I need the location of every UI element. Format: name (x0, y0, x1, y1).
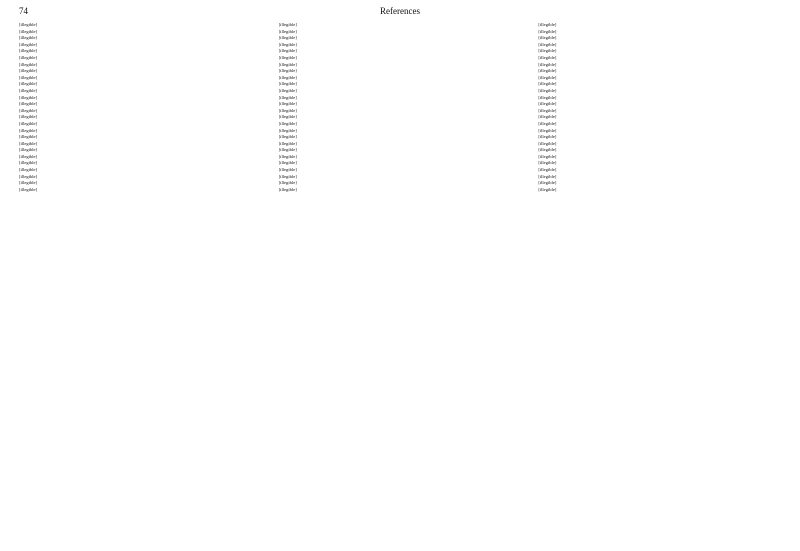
reference-entry: [illegible] (538, 167, 557, 173)
reference-entry: [illegible] (278, 61, 297, 67)
reference-entry: [illegible] (278, 140, 297, 146)
page-number: 74 (19, 6, 28, 16)
reference-entry: [illegible] (19, 167, 38, 173)
reference-entry: [illegible] (278, 134, 297, 140)
reference-entry: [illegible] (538, 48, 557, 54)
reference-entry: [illegible] (278, 167, 297, 173)
reference-entry: [illegible] (19, 28, 38, 34)
reference-entry: [illegible] (19, 22, 38, 27)
reference-entry: [illegible] (538, 107, 557, 113)
reference-entry: [illegible] (278, 101, 297, 107)
reference-entry: [illegible] (278, 173, 297, 179)
reference-entry: [illegible] (538, 134, 557, 140)
reference-entry: [illegible] (278, 54, 297, 60)
column-right (538, 22, 784, 542)
reference-entry: [illegible] (538, 68, 557, 74)
reference-entry: [illegible] (278, 94, 297, 100)
reference-entry: [illegible] (278, 87, 297, 93)
reference-entry: [illegible] (19, 68, 38, 74)
reference-entry: [illegible] (19, 41, 38, 47)
reference-entry: [illegible] (278, 180, 297, 186)
reference-entry: [illegible] (538, 54, 557, 60)
reference-entry: [illegible] (19, 61, 38, 67)
reference-entry: [illegible] (19, 127, 38, 133)
reference-entry: [illegible] (19, 153, 38, 159)
reference-entry: [illegible] (538, 74, 557, 80)
reference-entry: [illegible] (278, 153, 297, 159)
reference-entry: [illegible] (278, 68, 297, 74)
reference-entry: [illegible] (19, 107, 38, 113)
reference-entry: [illegible] (19, 94, 38, 100)
reference-entry: [illegible] (278, 120, 297, 126)
reference-entry: [illegible] (538, 120, 557, 126)
reference-entry: [illegible] (538, 153, 557, 159)
reference-entry: [illegible] (278, 22, 297, 27)
reference-entry: [illegible] (538, 127, 557, 133)
reference-entry: [illegible] (19, 48, 38, 54)
reference-entry: [illegible] (19, 101, 38, 107)
reference-entry: [illegible] (538, 186, 557, 192)
reference-entry: [illegible] (19, 35, 38, 41)
reference-entry: [illegible] (538, 101, 557, 107)
reference-entry: [illegible] (278, 107, 297, 113)
references-body (19, 22, 784, 542)
reference-entry: [illegible] (19, 186, 38, 192)
column-middle (279, 22, 525, 542)
reference-entry: [illegible] (538, 180, 557, 186)
reference-entry: [illegible] (278, 160, 297, 166)
reference-entry: [illegible] (19, 54, 38, 60)
reference-entry: [illegible] (278, 114, 297, 120)
reference-entry: [illegible] (538, 81, 557, 87)
reference-entry: [illegible] (538, 94, 557, 100)
reference-entry: [illegible] (19, 173, 38, 179)
reference-entry: [illegible] (538, 35, 557, 41)
page-header (0, 6, 800, 20)
reference-entry: [illegible] (538, 41, 557, 47)
reference-entry: [illegible] (538, 147, 557, 153)
reference-entry: [illegible] (278, 147, 297, 153)
reference-entry: [illegible] (19, 160, 38, 166)
reference-entry: [illegible] (538, 22, 557, 27)
reference-entry: [illegible] (538, 160, 557, 166)
reference-entry: [illegible] (278, 35, 297, 41)
reference-entry: [illegible] (278, 41, 297, 47)
reference-entry: [illegible] (538, 28, 557, 34)
reference-entry: [illegible] (278, 28, 297, 34)
running-title: References (380, 6, 420, 16)
reference-entry: [illegible] (538, 140, 557, 146)
reference-entry: [illegible] (19, 140, 38, 146)
reference-entry: [illegible] (538, 87, 557, 93)
reference-entry: [illegible] (19, 134, 38, 140)
reference-entry: [illegible] (278, 127, 297, 133)
reference-entry: [illegible] (19, 180, 38, 186)
reference-entry: [illegible] (538, 114, 557, 120)
reference-entry: [illegible] (538, 61, 557, 67)
reference-entry: [illegible] (19, 120, 38, 126)
reference-entry: [illegible] (278, 186, 297, 192)
reference-entry: [illegible] (538, 173, 557, 179)
reference-entry: [illegible] (19, 114, 38, 120)
column-left (19, 22, 265, 542)
reference-entry: [illegible] (278, 74, 297, 80)
reference-entry: [illegible] (19, 147, 38, 153)
reference-entry: [illegible] (19, 81, 38, 87)
reference-entry: [illegible] (19, 74, 38, 80)
reference-entry: [illegible] (278, 48, 297, 54)
reference-entry: [illegible] (278, 81, 297, 87)
reference-entry: [illegible] (19, 87, 38, 93)
